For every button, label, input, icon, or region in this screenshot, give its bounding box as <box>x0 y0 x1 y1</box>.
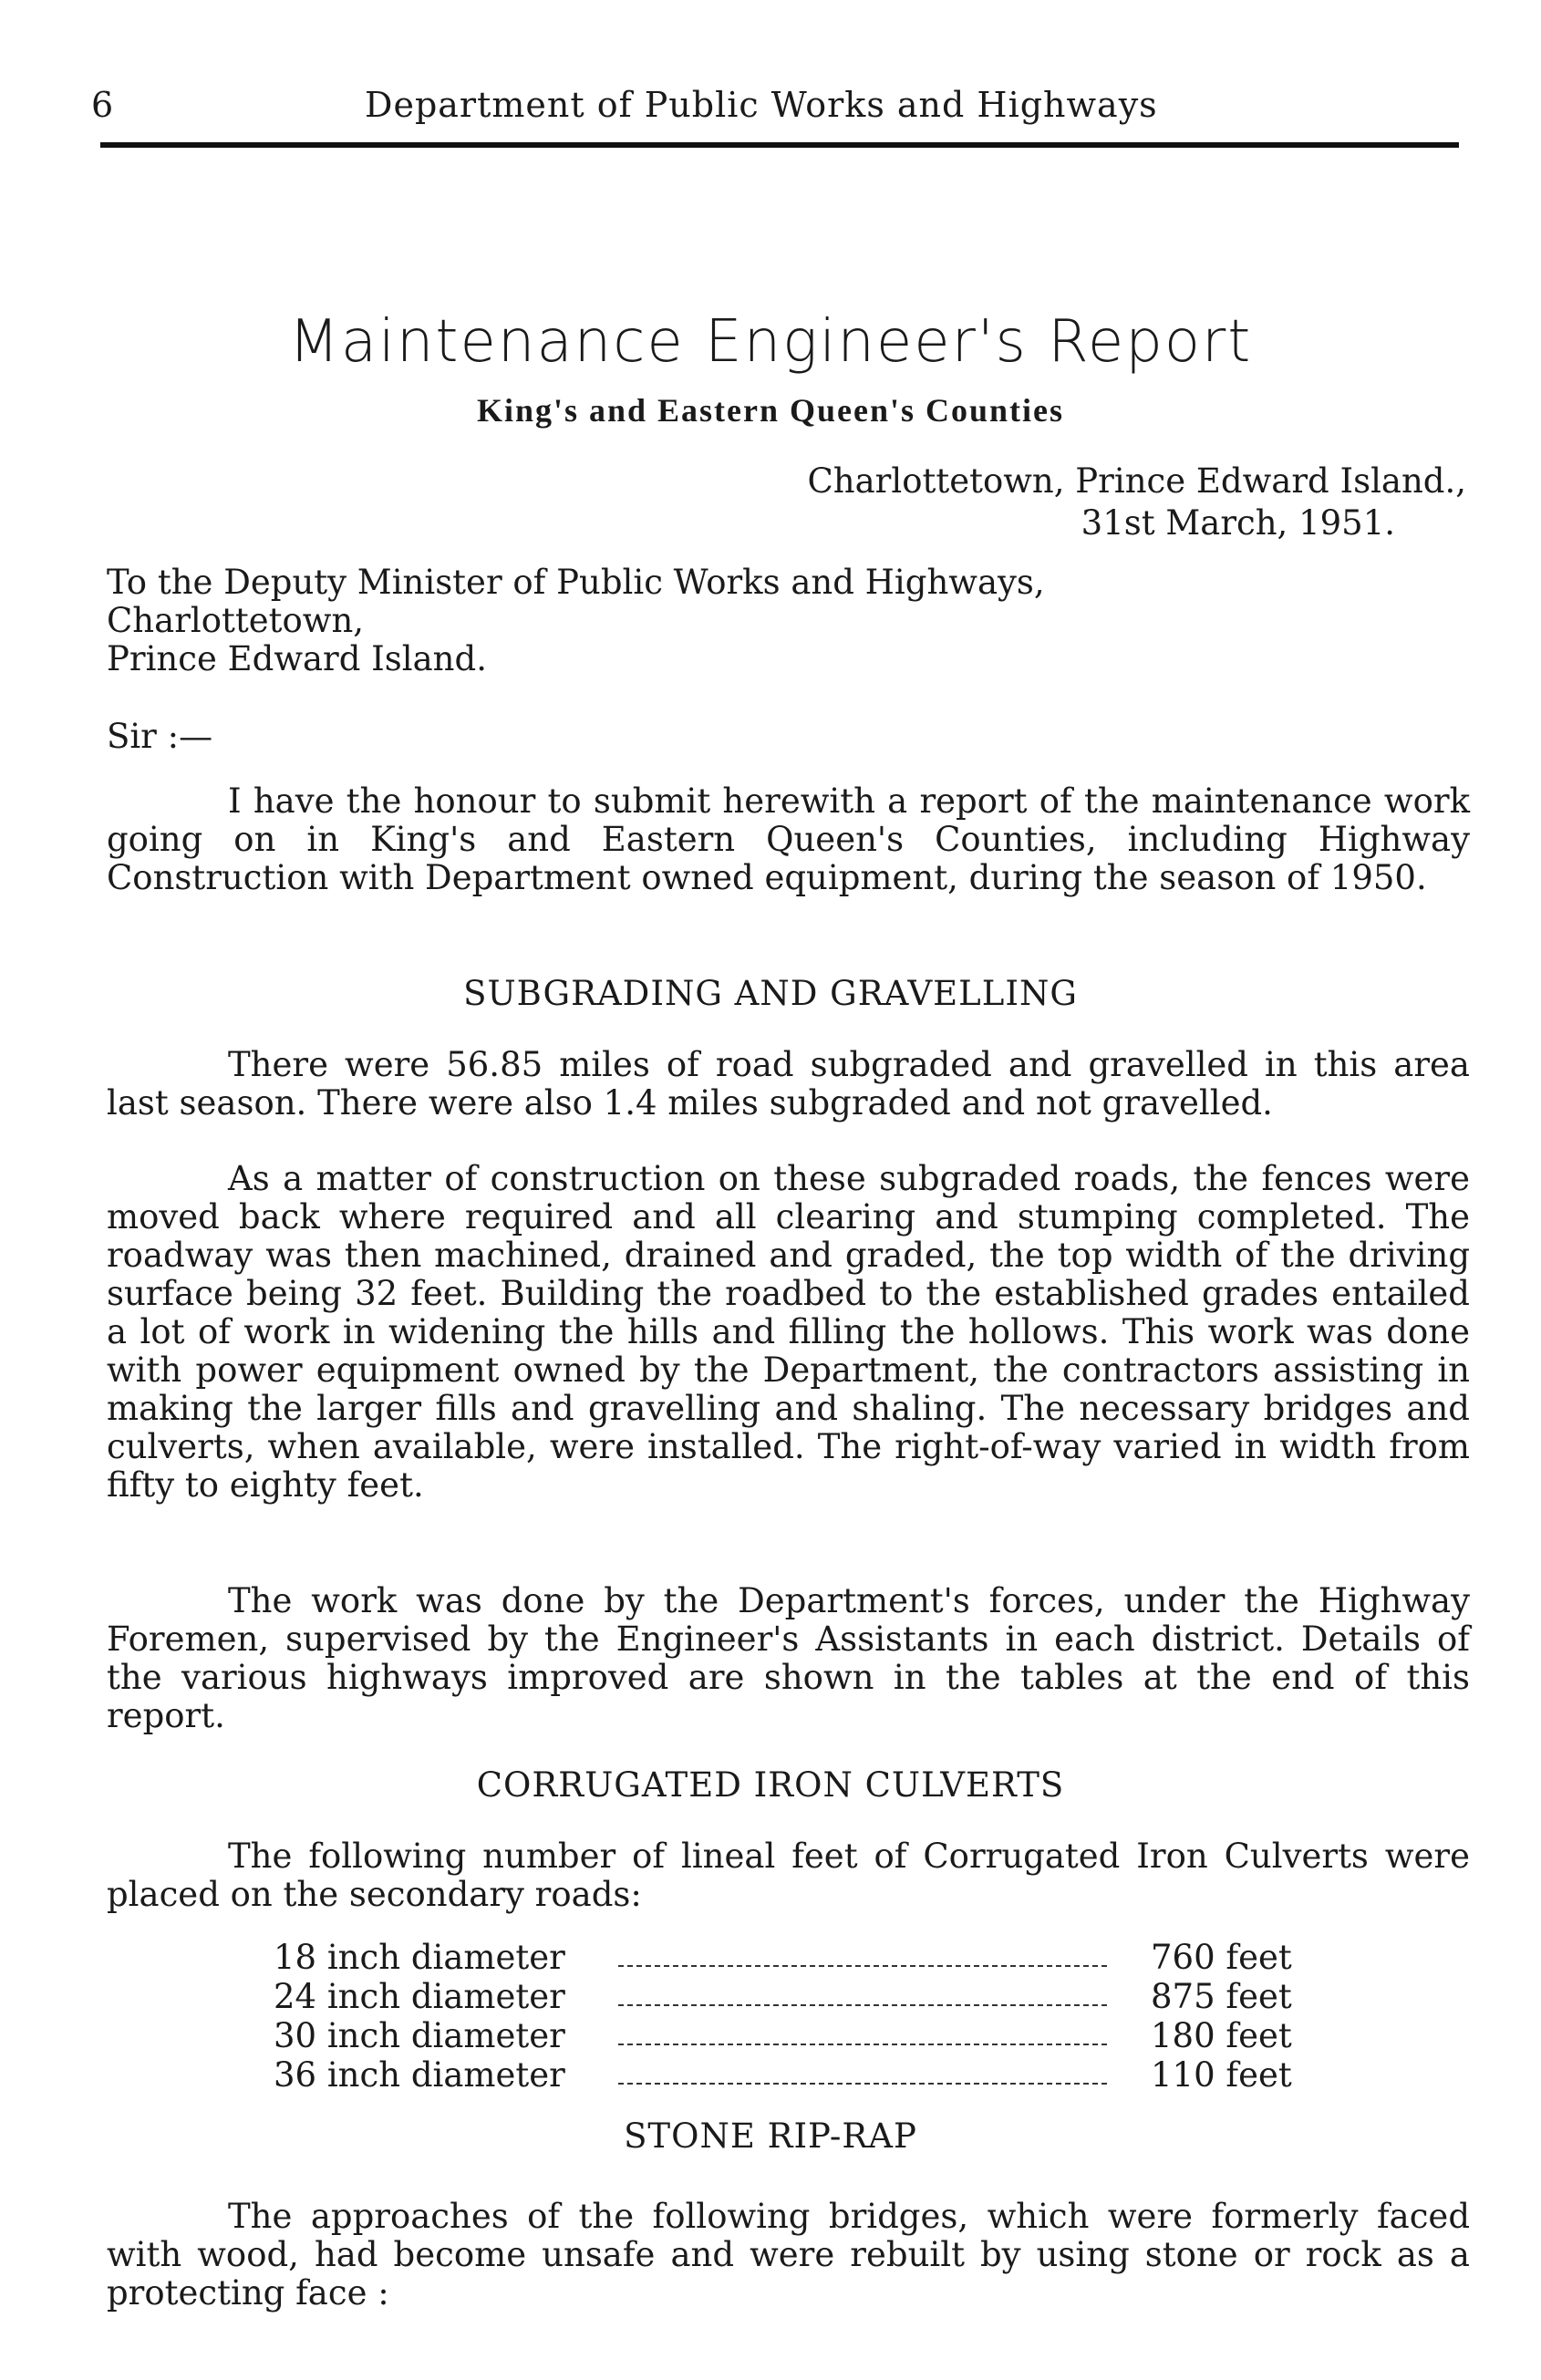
dotted-leader <box>618 2044 1107 2045</box>
culvert-table <box>274 1938 1322 2095</box>
report-place: Charlottetown, Prince Edward Island., <box>807 461 1466 501</box>
dotted-leader <box>618 1965 1107 1967</box>
culvert-amount: 760 feet <box>1151 1938 1292 1977</box>
report-title: Maintenance Engineer's Report <box>288 308 1253 376</box>
section-heading-culverts: CORRUGATED IRON CULVERTS <box>476 1765 1065 1805</box>
dotted-leader <box>618 2004 1107 2006</box>
running-head <box>91 82 1459 128</box>
culvert-row <box>274 2055 1322 2095</box>
subgrading-paragraph: There were 56.85 miles of road subgraded and gravelled in this area last season. There were also 1.4 miles subgraded and not gravelled. <box>107 1045 1470 1123</box>
running-title: Department of Public Works and Highways <box>365 85 1158 125</box>
section-heading-subgrading: SUBGRADING AND GRAVELLING <box>463 974 1078 1013</box>
culvert-amount: 180 feet <box>1151 2016 1292 2055</box>
section-heading-riprap: STONE RIP-RAP <box>624 2116 917 2156</box>
culvert-amount: 875 feet <box>1151 1977 1292 2016</box>
address-line: Charlottetown, <box>107 601 365 640</box>
salutation: Sir :— <box>107 717 213 756</box>
culvert-size: 36 inch diameter <box>274 2055 565 2095</box>
culvert-row <box>274 1977 1322 2016</box>
recipient-address <box>107 564 1045 678</box>
address-line: Prince Edward Island. <box>107 639 487 678</box>
report-date: 31st March, 1951. <box>1081 503 1395 543</box>
culverts-intro: The following number of lineal feet of Corrugated Iron Culverts were placed on the secondary roads: <box>107 1837 1470 1914</box>
culvert-row <box>274 1938 1322 1977</box>
subgrading-paragraph: The work was done by the Department's forces, under the Highway Foremen, supervised by the Engineer's Assistants in each district. Details of the various highways improved are shown in the tables at the end of this report. <box>107 1581 1470 1735</box>
culvert-size: 30 inch diameter <box>274 2016 565 2055</box>
culvert-row <box>274 2016 1322 2055</box>
dotted-leader <box>618 2083 1107 2085</box>
intro-paragraph: I have the honour to submit herewith a report of the maintenance work going on in King's and Eastern Queen's Counties, including Highway Construction with Department owned equipment, during the season of 1950. <box>107 781 1470 897</box>
culvert-size: 24 inch diameter <box>274 1977 565 2016</box>
address-line: To the Deputy Minister of Public Works and Highways, <box>107 563 1045 602</box>
report-subtitle: King's and Eastern Queen's Counties <box>476 392 1065 429</box>
subgrading-paragraph: As a matter of construction on these subgraded roads, the fences were moved back where required and all clearing and stumping completed. The roadway was then machined, drained and graded, the top width of the driving surface being 32 feet. Building the roadbed to the established grades entailed a lot of work in widening the hills and filling the hollows. This work was done with power equipment owned by the Department, the contractors assisting in making the larger fills and gravelling and shaling. The necessary bridges and culverts, when available, were installed. The right-of-way varied in width from fifty to eighty feet. <box>107 1159 1470 1505</box>
culvert-size: 18 inch diameter <box>274 1938 565 1977</box>
page-number: 6 <box>91 85 114 125</box>
riprap-intro: The approaches of the following bridges, which were formerly faced with wood, had become unsafe and were rebuilt by using stone or rock as a protecting face : <box>107 2197 1470 2313</box>
header-rule <box>100 142 1459 148</box>
culvert-amount: 110 feet <box>1151 2055 1292 2095</box>
